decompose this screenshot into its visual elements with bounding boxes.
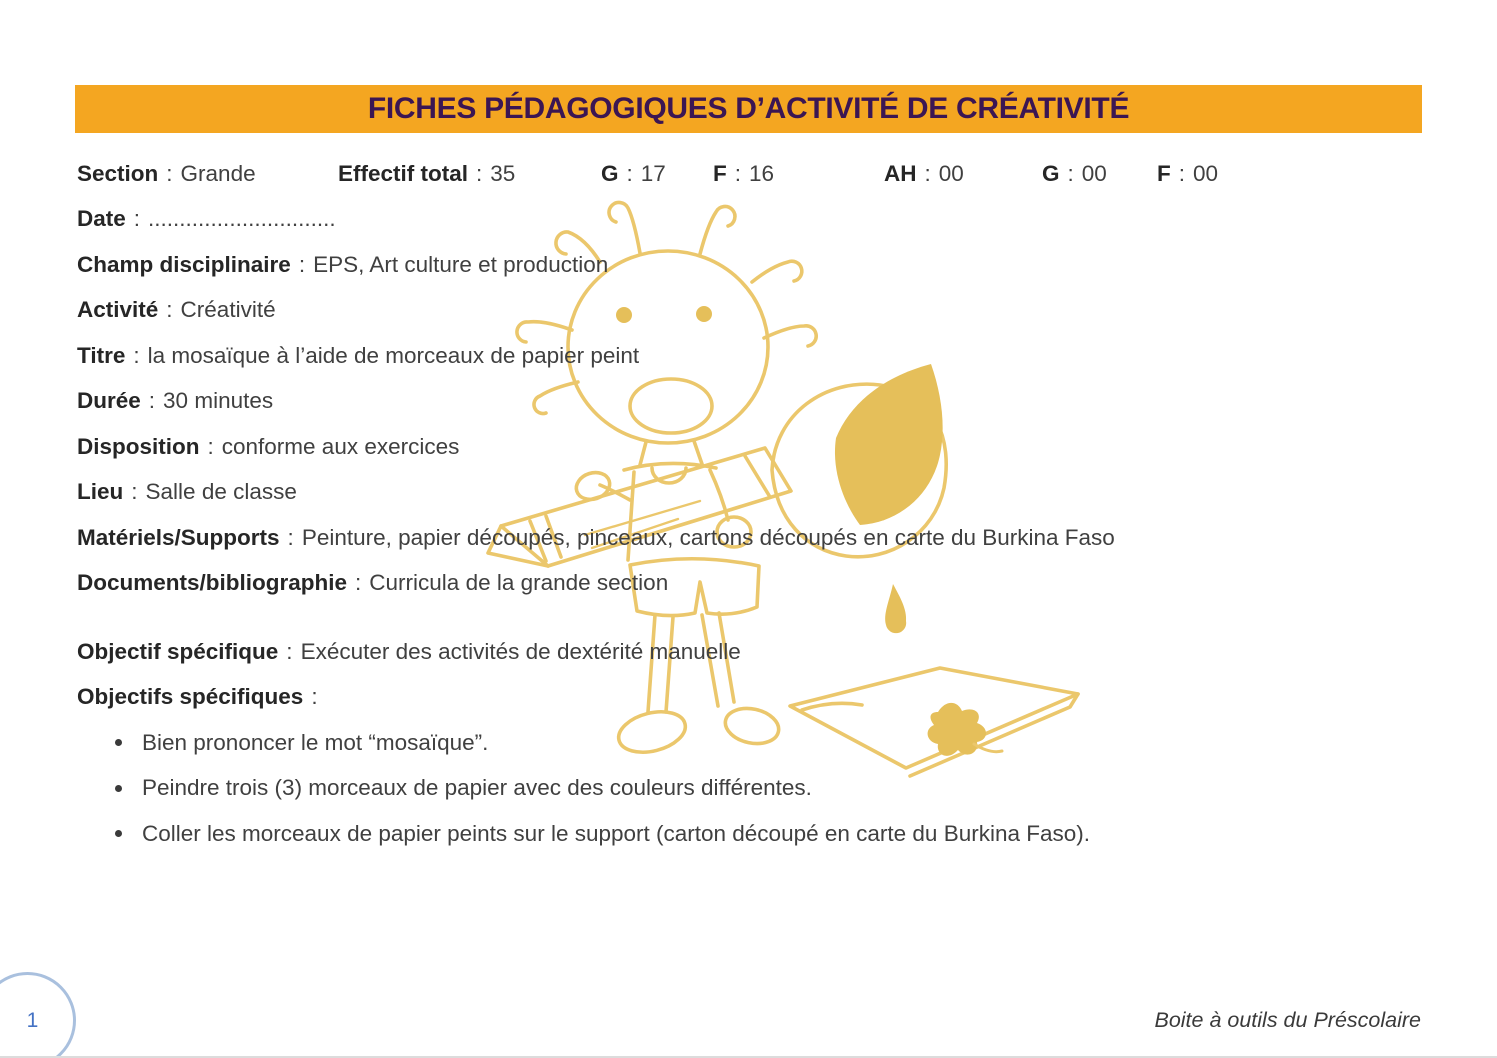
page-title: FICHES PÉDAGOGIQUES D’ACTIVITÉ DE CRÉATIVITÉ <box>367 92 1130 125</box>
info-ah: AH : 00 <box>884 160 964 186</box>
field-champ-disciplinaire: Champ disciplinaire : EPS, Art culture et production <box>77 251 609 277</box>
field-activite: Activité : Créativité <box>77 297 276 323</box>
objectifs-specifiques-line: Objectifs spécifiques : <box>77 684 318 710</box>
bullet-dot <box>115 830 122 837</box>
info-ah-garcons: G : 00 <box>1042 160 1107 186</box>
page-number-badge <box>0 972 76 1058</box>
field-materiels-supports: Matériels/Supports : Peinture, papier découpés, pinceaux, cartons découpés en carte du Burkina Faso <box>77 524 1115 550</box>
field-duree: Durée : 30 minutes <box>77 388 274 414</box>
field-date: Date : .............................. <box>77 206 336 232</box>
bullet-dot <box>115 785 122 792</box>
objectives-bullet-list <box>77 720 1427 857</box>
info-ah-filles: F : 00 <box>1157 160 1219 186</box>
bullet-dot <box>115 739 122 746</box>
page-number: 1 <box>26 1008 39 1032</box>
field-titre: Titre : la mosaïque à l’aide de morceaux de papier peint <box>77 342 640 368</box>
footer-brand: Boite à outils du Préscolaire <box>1154 1008 1421 1032</box>
info-section: Section : Grande <box>77 160 256 186</box>
bullet-item: Coller les morceaux de papier peints sur le support (carton découpé en carte du Burkina Faso). <box>77 811 1427 857</box>
field-disposition: Disposition : conforme aux exercices <box>77 433 460 459</box>
info-garcons: G : 17 <box>601 160 666 186</box>
field-lieu: Lieu : Salle de classe <box>77 479 297 505</box>
info-effectif-total: Effectif total : 35 <box>338 160 516 186</box>
info-filles: F : 16 <box>713 160 775 186</box>
title-banner <box>75 85 1422 133</box>
class-info-row <box>77 151 1427 197</box>
objectif-specifique-line: Objectif spécifique : Exécuter des activités de dextérité manuelle <box>77 638 741 664</box>
bullet-item: Bien prononcer le mot “mosaïque”. <box>77 720 1427 766</box>
bullet-item: Peindre trois (3) morceaux de papier avec des couleurs différentes. <box>77 766 1427 812</box>
field-documents-bibliographie: Documents/bibliographie : Curricula de la grande section <box>77 570 669 596</box>
sheet-content <box>77 151 1427 857</box>
